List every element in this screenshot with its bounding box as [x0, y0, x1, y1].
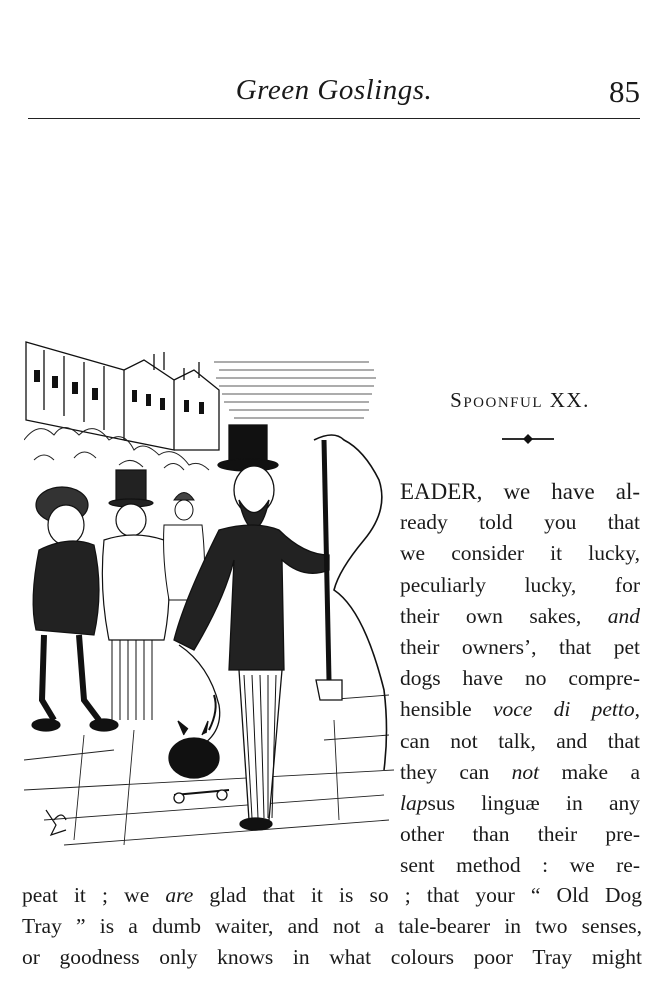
engraving-illustration	[24, 340, 394, 850]
text-line: EADER, we have al-	[400, 479, 640, 504]
header-rule	[28, 118, 640, 119]
text-line: they can not make a	[400, 759, 640, 784]
text-line: other than their pre-	[400, 822, 640, 847]
page-header	[28, 70, 640, 116]
text-line: can not talk, and that	[400, 728, 640, 753]
text-line: ready told you that	[400, 510, 640, 535]
text-line: we consider it lucky,	[400, 541, 640, 566]
text-line: peculiarly lucky, for	[400, 572, 640, 597]
page-number: 85	[609, 74, 640, 109]
wide-text-column	[22, 880, 642, 974]
running-title: Green Goslings.	[235, 74, 433, 106]
text-line: sent method : we re-	[400, 853, 640, 878]
text-line: peat it ; we are glad that it is so ; that your “ Old Dog	[22, 883, 642, 907]
narrow-text-column	[400, 476, 640, 881]
text-line: lapsus linguæ in any	[400, 790, 640, 815]
text-line: their owners’, that pet	[400, 634, 640, 659]
text-line: Tray ” is a dumb waiter, and not a tale-bearer in two senses,	[22, 914, 642, 939]
text-line: dogs have no compre-	[400, 666, 640, 691]
text-line: hensible voce di petto,	[400, 697, 641, 722]
text-line: their own sakes, and	[400, 603, 640, 628]
chapter-heading: Spoonful XX.	[450, 388, 590, 412]
engraving-gentleman-walking-dog-icon	[24, 340, 394, 850]
ornament-divider-icon	[498, 432, 558, 446]
text-line: or goodness only knows in what colours poor Tray might	[22, 945, 642, 970]
